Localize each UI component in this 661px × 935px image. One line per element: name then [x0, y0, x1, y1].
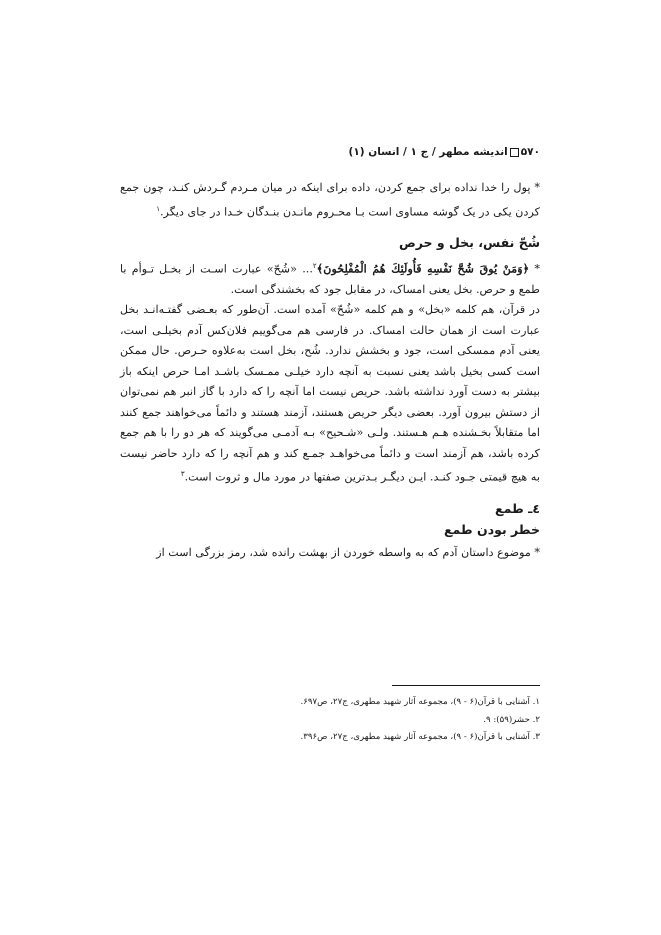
paragraph-4: * موضوع داستان آدم که به واسطه خوردن از بهشت رانده شد، رمز بزرگی است از [156, 545, 540, 559]
page-number: ۵۷۰ [520, 146, 540, 158]
footnote-2: ۲. حشر(۵۹): ۹. [483, 714, 540, 725]
running-header [120, 146, 540, 158]
main-text [120, 178, 540, 563]
footnote-ref-1: ۱ [156, 204, 160, 213]
footnote-ref-3: ۳ [180, 470, 185, 479]
footnote-divider [392, 685, 540, 686]
footnotes [120, 694, 540, 747]
paragraph-2-bullet: * [529, 262, 541, 276]
footnote-1: ۱. آشنایی با قرآن(۶ - ۹)، مجموعه آثار شهید مطهری، ج۲۷، ص۶۹۷. [300, 697, 540, 707]
paragraph-1-text: * پول را خدا نداده برای جمع کردن، داده برای اینکه در میان مـردم گـردش کنـد، چون جمع کردن یکی در یک گوشه مساوی است بـا محـروم مانـدن بنـدگان خـدا در جای دیگر. [120, 181, 540, 219]
paragraph-2 [120, 256, 540, 301]
paragraph-1 [120, 178, 540, 223]
section-heading-shuhh: شُحّ نفس، بخل و حرص [398, 234, 540, 250]
square-separator-icon [510, 148, 519, 157]
paragraph-3-text: در قرآن، هم کلمه «بخل» و هم کلمه «شُحّ» آمده است. آن‌طور که بعـضی گفتـه‌انـد بخل عبارت است از همان حالت امساک. در فارسی هم می‌گوییم فلان‌کس آدم بخیلـی است، یعنی آدم ممسکی است، جود و بخشش ندارد. شُح، بخل است به‌علاوه حـرص. حال ممکن است کسی بخیل باشد یعنی نسبت به آنچه دارد خیلـی ممـسک باشـد امـا حرص اینکه باز بیشتر به دست آورد نداشته باشد. حریص نیست اما آنچه را که دارد با گاز انبر هم نمی‌توان از دستش بیرون آورد. بعضی دیگر حریص هستند، آزمند هستند و دائماً می‌خواهند جمع کنند اما متقابلاً بخـشنده هـم هـستند. ولـی «شـحیح» بـه آدمـی می‌گویند که هر دو را با هم جمع کرده باشد، هم آزمند است و دائماً می‌خواهـد جمـع کند و هم آنچه را که دارد حاضر نیست به هیچ قیمتی جـود کنـد. ایـن دیگـر بـدترین صفتها در مورد مال و ثروت است. [120, 303, 540, 485]
subsection-heading-greed-danger: خطر بودن طمع [444, 521, 540, 537]
quran-verse: ﴿وَمَنْ يُوقَ شُحَّ نَفْسِهِ فَأُولَئِكَ هُمُ الْمُفْلِحُونَ﴾ [316, 261, 530, 276]
paragraph-2-text: ... «شُحّ» عبارت اسـت از بخـل تـوأم با طمع و حرص. بخل یعنی امساک، در مقابل جود که بخشندگی است. [120, 262, 540, 296]
section-heading-greed: ٤ـ طمع [495, 500, 540, 516]
footnote-3: ۳. آشنایی با قرآن(۶ - ۹)، مجموعه آثار شهید مطهری، ج۲۷، ص۳۹۶. [300, 732, 540, 742]
header-title: اندیشه مطهر / ج ۱ / انسان (۱) [348, 146, 508, 158]
footnote-ref-2: ۲ [312, 261, 317, 270]
paragraph-3 [120, 300, 540, 488]
